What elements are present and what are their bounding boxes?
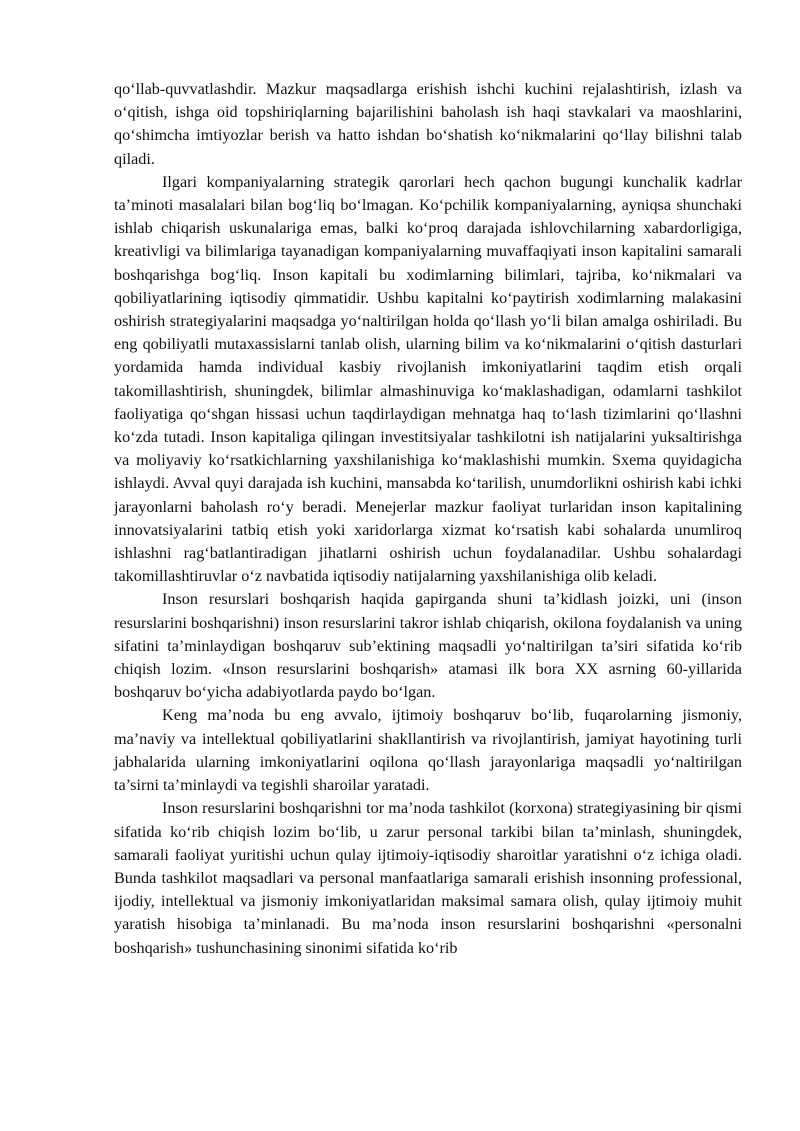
document-page: [114, 78, 742, 960]
paragraph-human-capital: Ilgari kompaniyalarning strategik qarorlari hech qachon bugungi kunchalik kadrlar ta’minoti masalalari bilan bog‘liq bo‘lmagan. Ko‘pchilik kompaniyalarning, ayniqsa shunchaki ishlab chiqarish uskunalariga emas, balki ko‘proq darajada ishlovchilarning xabardorligiga, kreativligi va bilimlariga tayanadigan kompaniyalarning muvaffaqiyati inson kapitalini samarali boshqarishga bog‘liq. Inson kapitali bu xodimlarning bilimlari, tajriba, ko‘nikmalari va qobiliyatlarining iqtisodiy qimmatidir. Ushbu kapitalni ko‘paytirish xodimlarning malakasini oshirish strategiyalarini maqsadga yo‘naltirilgan holda qo‘llash yo‘li bilan amalga oshiriladi. Bu eng qobiliyatli mutaxassislarni tanlab olish, ularning bilim va ko‘nikmalarini o‘qitish dasturlari yordamida hamda individual kasbiy rivojlanish imkoniyatlarini taqdim etish orqali takomillashtirish, shuningdek, bilimlar almashinuviga ko‘maklashadigan, odamlarni tashkilot faoliyatiga qo‘shgan hissasi uchun taqdirlaydigan mehnatga haq to‘lash tizimlarini qo‘llashni ko‘zda tutadi. Inson kapitaliga qilingan investitsiyalar tashkilotni ish natijalarini yuksaltirishga va moliyaviy ko‘rsatkichlarning yaxshilanishiga ko‘maklashishi mumkin. Sxema quyidagicha ishlaydi. Avval quyi darajada ish kuchini, mansabda ko‘tarilish, unumdorlikni oshirish kabi ichki jarayonlarni baholash ro‘y beradi. Menejerlar mazkur faoliyat turlaridan inson kapitalining innovatsiyalarini tatbiq etish yoki xaridorlarga xizmat ko‘rsatish kabi sohalarda unumliroq ishlashni rag‘batlantiradigan jihatlarni oshirish uchun foydalanadilar. Ushbu sohalardagi takomillashtiruvlar o‘z navbatida iqtisodiy natijalarning yaxshilanishiga olib keladi.: [114, 172, 742, 586]
paragraph-continuation: qo‘llab-quvvatlashdir. Mazkur maqsadlarga erishish ishchi kuchini rejalashtirish, izlash va o‘qitish, ishga oid topshiriqlarning bajarilishini baholash ish haqi stavkalari va maoshlarini, qo‘shimcha imtiyozlar berish va hatto ishdan bo‘shatish ko‘nikmalarini qo‘llay bilishni talab qiladi.: [114, 80, 742, 168]
paragraph-broad-meaning: Keng ma’noda bu eng avvalo, ijtimoiy boshqaruv bo‘lib, fuqarolarning jismoniy, ma’naviy va intellektual qobiliyatlarini shakllantirish va rivojlantirish, jamiyat hayotining turli jabhalarida ularning imkoniyatlarini oqilona qo‘llash jarayonlariga maqsadli yo‘naltirilgan ta’sirni ta’minlaydi va tegishli sharoilar yaratadi.: [114, 706, 742, 795]
paragraph-hr-management-definition: Inson resurslari boshqarish haqida gapirganda shuni ta’kidlash joizki, uni (inson resurslarini boshqarishni) inson resurslarini takror ishlab chiqarish, okilona foydalanish va uning sifatini ta’minlaydigan boshqaruv sub’ektining maqsadli yo‘naltirilgan ta’siri sifatida ko‘rib chiqish lozim. «Inson resurslarini boshqarish» atamasi ilk bora XX asrning 60-yillarida boshqaruv bo‘yicha adabiyotlarda paydo bo‘lgan.: [114, 590, 742, 702]
paragraph-narrow-meaning: Inson resurslarini boshqarishni tor ma’noda tashkilot (korxona) strategiyasining bir qismi sifatida ko‘rib chiqish lozim bo‘lib, u zarur personal tarkibi bilan ta’minlash, shuningdek, samarali faoliyat yuritishi uchun qulay ijtimoiy-iqtisodiy sharoitlar yaratishni o‘z ichiga oladi. Bunda tashkilot maqsadlari va personal manfaatlariga samarali erishish insonning professional, ijodiy, intellektual va jismoniy imkoniyatlaridan maksimal samara olish, qulay ijtimoiy muhit yaratish hisobiga ta’minlanadi. Bu ma’noda inson resurslarini boshqarishni «personalni boshqarish» tushunchasining sinonimi sifatida ko‘rib: [114, 799, 742, 957]
